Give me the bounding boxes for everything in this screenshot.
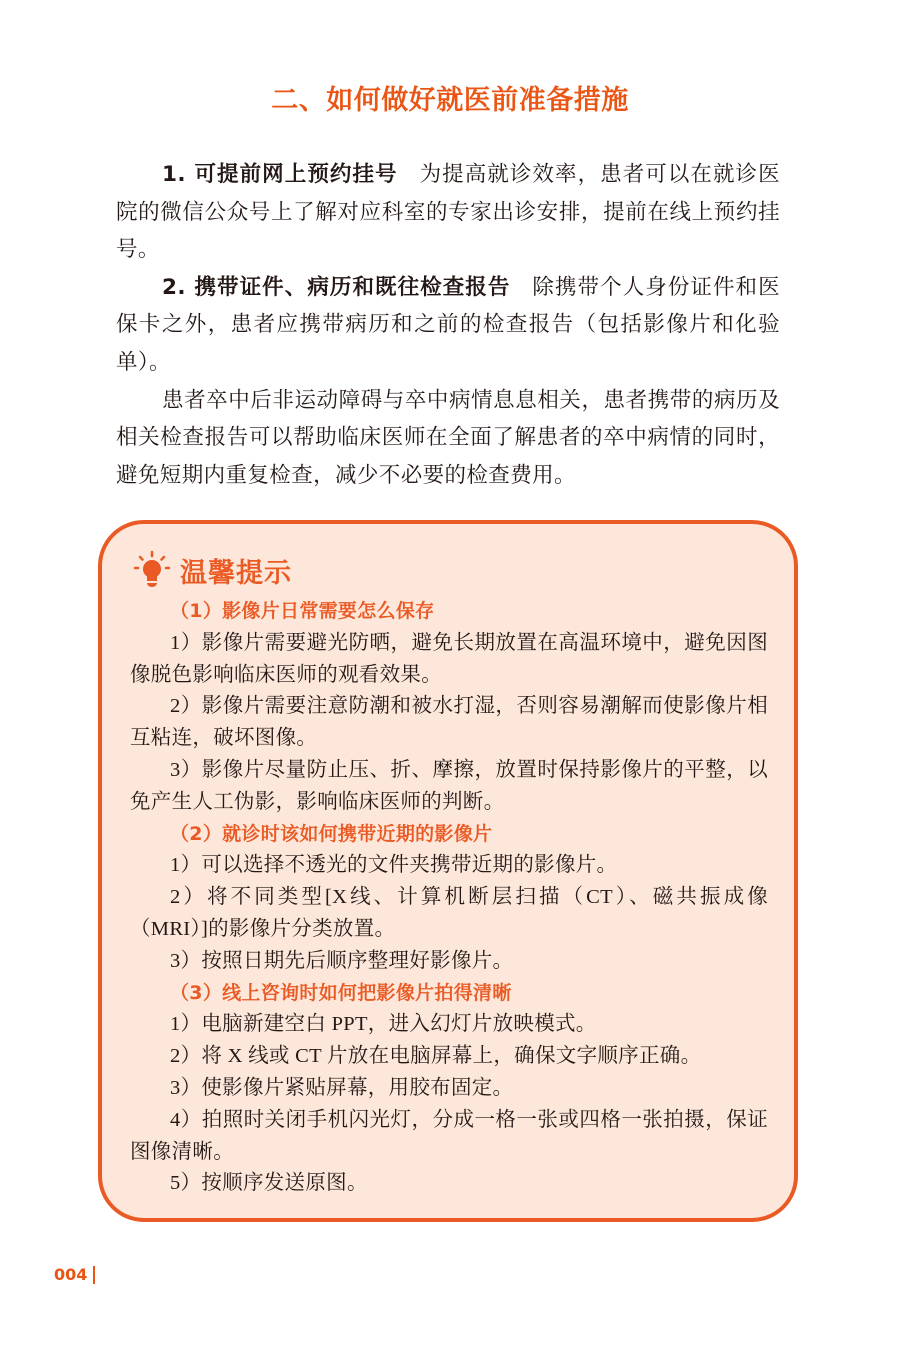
tips-title: 温馨提示 [180, 557, 292, 589]
paragraph-text: 除携带个人身份证件和医保卡之外，患者应携带病历和之前的检查报告（包括影像片和化验单）。 [116, 274, 780, 375]
tip-item: 5）按顺序发送原图。 [170, 1172, 368, 1195]
tip-item: 3）影像片尽量防止压、折、摩擦，放置时保持影像片的平整，以免产生人工伪影，影响临床医师的判断。 [130, 758, 768, 813]
main-text [116, 156, 780, 494]
page-number: 004 [54, 1265, 88, 1284]
paragraph-text: 为提高就诊效率，患者可以在就诊医院的微信公众号上了解对应科室的专家出诊安排，提前在线上预约挂号。 [116, 162, 780, 263]
paragraph-1 [116, 156, 780, 269]
paragraph-lead: 2. 携带证件、病历和既往检查报告 [162, 274, 511, 300]
tip-section-heading: （2）就诊时该如何携带近期的影像片 [170, 822, 493, 845]
lightbulb-icon [132, 550, 172, 590]
page-number-divider [93, 1266, 95, 1284]
tip-item: 3）按照日期先后顺序整理好影像片。 [170, 949, 514, 972]
section-title: 二、如何做好就医前准备措施 [271, 85, 629, 116]
tips-box [98, 520, 798, 1222]
paragraph-2 [116, 269, 780, 382]
paragraph-text: 患者卒中后非运动障碍与卒中病情息息相关，患者携带的病历及相关检查报告可以帮助临床医师在全面了解患者的卒中病情的同时，避免短期内重复检查，减少不必要的检查费用。 [116, 387, 780, 488]
paragraph-lead: 1. 可提前网上预约挂号 [162, 162, 398, 187]
tip-item: 2）将不同类型[X线、计算机断层扫描（CT）、磁共振成像（MRI）]的影像片分类放置。 [130, 886, 768, 940]
tip-section-heading: （1）影像片日常需要怎么保存 [170, 600, 435, 622]
tip-item: 1）电脑新建空白 PPT，进入幻灯片放映模式。 [170, 1013, 597, 1036]
tip-item: 2）将 X 线或 CT 片放在电脑屏幕上，确保文字顺序正确。 [170, 1045, 702, 1068]
paragraph-3 [116, 382, 780, 495]
tips-body [130, 596, 768, 1200]
tip-item: 1）可以选择不透光的文件夹携带近期的影像片。 [170, 854, 618, 877]
tip-item: 4）拍照时关闭手机闪光灯，分成一格一张或四格一张拍摄，保证图像清晰。 [130, 1108, 768, 1163]
tips-header [132, 550, 292, 590]
tip-item: 2）影像片需要注意防潮和被水打湿，否则容易潮解而使影像片相互粘连，破坏图像。 [130, 695, 768, 750]
tip-item: 1）影像片需要避光防晒，避免长期放置在高温环境中，避免因图像脱色影响临床医师的观看效果。 [130, 631, 768, 686]
tip-item: 3）使影像片紧贴屏幕，用胶布固定。 [170, 1076, 514, 1099]
tip-section-heading: （3）线上咨询时如何把影像片拍得清晰 [170, 981, 512, 1004]
